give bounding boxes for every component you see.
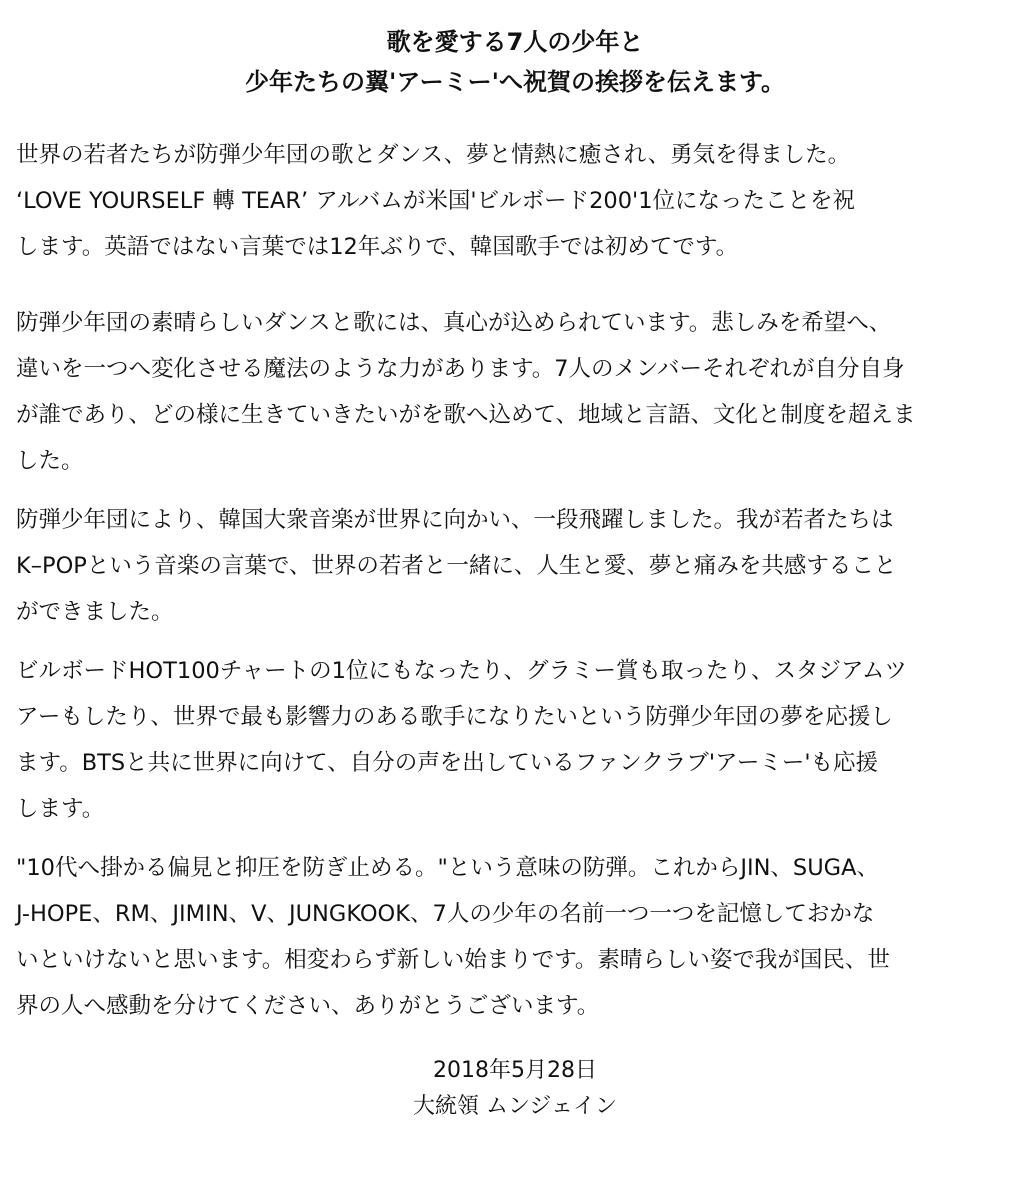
letter-title	[16, 22, 1014, 102]
paragraph-4	[16, 648, 1014, 832]
paragraph-line: K–POPという音楽の言葉で、世界の若者と一緒に、人生と愛、夢と痛みを共感すること	[16, 553, 897, 579]
paragraph-line: します。	[16, 796, 105, 822]
paragraph-5	[16, 845, 1014, 1029]
paragraph-line: いといけないと思います。相変わらず新しい始まりです。素晴らしい姿で我が国民、世	[16, 947, 890, 973]
paragraph-line: 防弾少年団の素晴らしいダンスと歌には、真心が込められています。悲しみを希望へ、	[16, 310, 892, 336]
paragraph-line: ができました。	[16, 599, 174, 625]
paragraph-2	[16, 300, 1014, 484]
paragraph-line: します。英語ではない言葉では12年ぶりで、韓国歌手では初めてです。	[16, 234, 739, 260]
paragraph-line: ‘LOVE YOURSELF 轉 TEAR’ アルバムが米国'ビルボード200'1位になったことを祝	[16, 188, 856, 214]
paragraph-line: 世界の若者たちが防弾少年団の歌とダンス、夢と情熱に癒され、勇気を得ました。	[16, 142, 851, 168]
paragraph-line: 違いを一つへ変化させる魔法のような力があります。7人のメンバーそれぞれが自分自身	[16, 356, 905, 382]
paragraph-line: ビルボードHOT100チャートの1位にもなったり、グラミー賞も取ったり、スタジアムツ	[16, 658, 907, 684]
paragraph-line: "10代へ掛かる偏見と抑圧を防ぎ止める。"という意味の防弾。これからJIN、SUGA、	[16, 855, 880, 881]
title-line-2: 少年たちの翼'アーミー'へ祝賀の挨拶を伝えます。	[244, 68, 786, 96]
letter-date: 2018年5月28日	[433, 1058, 597, 1083]
paragraph-line: した。	[16, 448, 84, 474]
paragraph-line: アーもしたり、世界で最も影響力のある歌手になりたいという防弾少年団の夢を応援し	[16, 704, 893, 730]
paragraph-3	[16, 497, 1014, 635]
paragraph-line: が誰であり、どの様に生きていきたいがを歌へ込めて、地域と言語、文化と制度を超えま	[16, 402, 916, 428]
paragraph-line: 防弾少年団により、韓国大衆音楽が世界に向かい、一段飛躍しました。我が若者たちは	[16, 507, 894, 533]
paragraph-line: 界の人へ感動を分けてください、ありがとうございます。	[16, 993, 600, 1019]
title-line-1: 歌を愛する7人の少年と	[386, 28, 644, 56]
letter-signature: 大統領 ムンジェイン	[412, 1094, 617, 1119]
signoff	[16, 1053, 1014, 1125]
paragraph-1	[16, 132, 1014, 270]
paragraph-line: J-HOPE、RM、JIMIN、V、JUNGKOOK、7人の少年の名前一つ一つを記憶しておかな	[16, 901, 875, 927]
paragraph-line: ます。BTSと共に世界に向けて、自分の声を出しているファンクラブ'アーミー'も応援	[16, 750, 879, 776]
